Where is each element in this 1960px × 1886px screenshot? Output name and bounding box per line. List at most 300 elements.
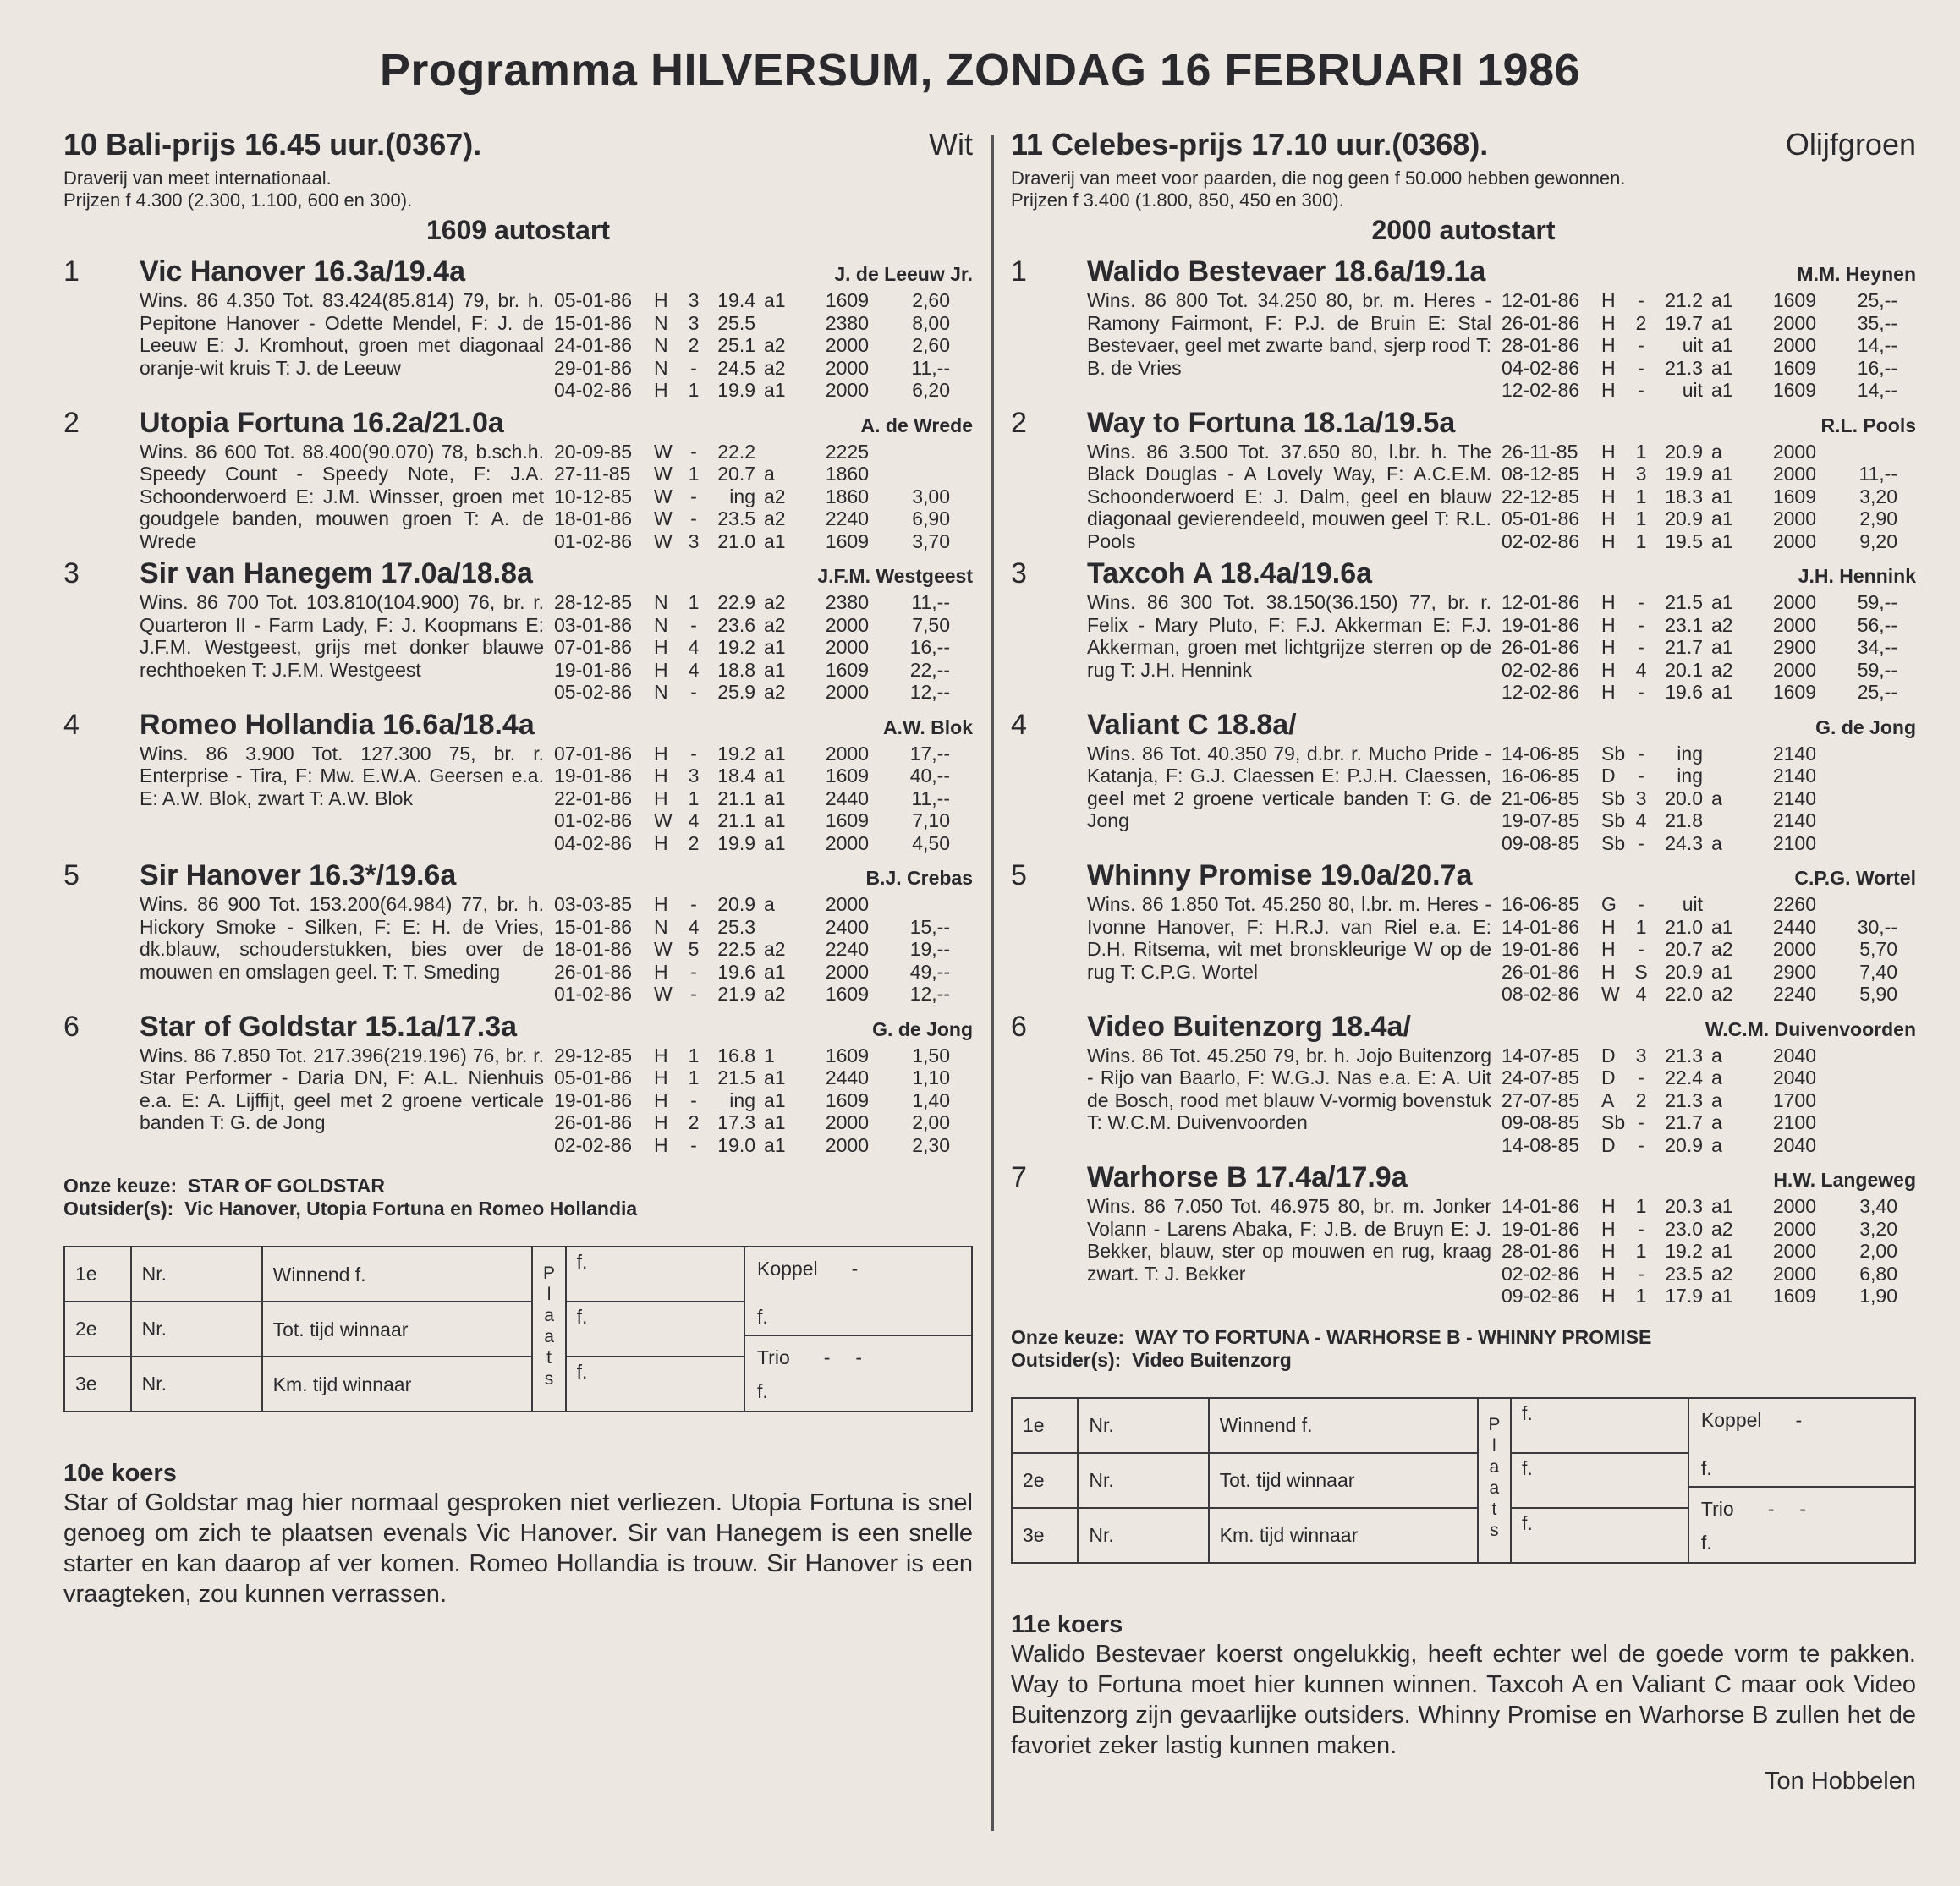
result-cell: 21.7 xyxy=(1665,636,1703,658)
result-cell: 24-01-86 xyxy=(554,334,633,356)
result-row xyxy=(554,441,950,463)
result-cell: 2 xyxy=(1635,311,1647,334)
result-cell: H xyxy=(654,960,668,983)
result-cell: 6,20 xyxy=(912,379,950,401)
our-choice xyxy=(63,1175,973,1220)
plaats-field[interactable]: f. xyxy=(1511,1508,1688,1563)
outsider-value: Video Buitenzorg xyxy=(1132,1348,1292,1371)
result-cell xyxy=(1816,1089,1897,1112)
column-divider xyxy=(991,135,994,1831)
result-cell: 3,20 xyxy=(1859,485,1897,507)
result-cell: 21.3 xyxy=(1665,1044,1703,1066)
result-cell: 12-02-86 xyxy=(1502,379,1580,401)
result-cell: 34,-- xyxy=(1857,636,1897,658)
result-cell xyxy=(1816,1111,1897,1134)
result-cell: 20-09-85 xyxy=(554,440,633,463)
horse-driver: J. de Leeuw Jr. xyxy=(834,263,973,285)
result-row xyxy=(1502,938,1897,961)
result-row xyxy=(1502,530,1897,553)
result-row xyxy=(554,961,950,984)
result-cell: 4 xyxy=(1635,809,1647,831)
result-cell: 19.0 xyxy=(717,1133,755,1156)
horse-results xyxy=(554,1044,950,1157)
result-cell: D xyxy=(1601,765,1616,787)
horse-entry xyxy=(1011,407,1916,553)
horse-entry xyxy=(1011,1011,1916,1157)
result-cell: a1 xyxy=(1711,485,1733,507)
result-row xyxy=(554,614,950,637)
result-cell: 2000 xyxy=(825,742,869,765)
result-cell: 26-01-86 xyxy=(1502,636,1580,658)
dash: - xyxy=(1799,1497,1807,1520)
trio-field[interactable] xyxy=(1689,1488,1914,1528)
result-cell: 22.9 xyxy=(717,591,755,613)
horse-name: Romeo Hollandia 16.6a/18.4a xyxy=(140,708,535,741)
bet-box xyxy=(1688,1398,1915,1563)
result-cell xyxy=(1816,441,1897,463)
number-field[interactable]: Nr. xyxy=(1078,1453,1208,1508)
result-cell: a2 xyxy=(1711,1262,1733,1285)
result-cell: 1 xyxy=(688,591,700,613)
horse-name: Star of Goldstar 15.1a/17.3a xyxy=(140,1010,517,1043)
result-cell: ing xyxy=(1677,742,1703,765)
result-cell: - xyxy=(1638,356,1644,379)
horse-entry xyxy=(1011,709,1916,855)
number-field[interactable]: Nr. xyxy=(131,1302,262,1357)
trio-field[interactable] xyxy=(745,1336,971,1377)
horse-name: Warhorse B 17.4a/17.9a xyxy=(1087,1161,1408,1193)
result-cell: 22-01-86 xyxy=(554,787,633,809)
result-cell: - xyxy=(1638,742,1644,765)
result-row xyxy=(554,916,950,939)
result-cell: W xyxy=(1601,983,1620,1005)
race-prizes: Prijzen f 4.300 (2.300, 1.100, 600 en 300). xyxy=(63,189,413,211)
result-cell: a1 xyxy=(1711,960,1733,983)
horse-number: 4 xyxy=(63,708,80,741)
number-field[interactable]: Nr. xyxy=(1078,1398,1208,1453)
result-cell: W xyxy=(654,440,673,463)
race-color: Olijfgroen xyxy=(1785,127,1916,162)
result-cell: 2100 xyxy=(1772,1111,1816,1133)
result-cell: - xyxy=(1638,613,1644,636)
horse-entry xyxy=(63,859,973,1006)
result-cell: a1 xyxy=(1711,1240,1733,1262)
result-row xyxy=(1502,614,1897,637)
result-cell: 1 xyxy=(1635,507,1647,529)
result-cell: 05-01-86 xyxy=(554,289,633,311)
result-cell: a1 xyxy=(764,289,786,311)
result-cell: 2000 xyxy=(1772,591,1816,613)
horse-number: 2 xyxy=(63,406,80,439)
result-cell: 19.6 xyxy=(1665,681,1703,703)
result-cell: 5,90 xyxy=(1859,983,1897,1005)
result-cell: - xyxy=(1638,334,1644,356)
result-cell: 3 xyxy=(1635,463,1647,485)
result-cell xyxy=(869,441,950,463)
result-cell: - xyxy=(690,613,697,636)
result-row xyxy=(554,1066,950,1089)
result-cell: 23.1 xyxy=(1665,613,1703,636)
result-row xyxy=(1502,983,1897,1006)
result-cell: 2380 xyxy=(825,591,869,613)
dash: - xyxy=(851,1258,859,1280)
race-10-column xyxy=(63,127,973,1609)
result-cell: W xyxy=(654,507,673,529)
result-cell: Sb xyxy=(1601,1111,1626,1133)
result-cell: 5,70 xyxy=(1859,938,1897,960)
result-cell xyxy=(869,893,950,916)
horse-description: Wins. 86 Tot. 45.250 79, br. h. Jojo Buitenzorg - Rijo van Baarlo, F: W.G.J. Nas e.a. E: A. Uit de Bosch, rood met blauw V-vormig bovenstuk T: W.C.M. Duivenvoorden xyxy=(1087,1044,1491,1133)
result-cell: 21.1 xyxy=(717,787,755,809)
koppel-field[interactable] xyxy=(1689,1399,1914,1454)
horse-name: Sir van Hanegem 17.0a/18.8a xyxy=(140,557,533,589)
result-row xyxy=(554,463,950,485)
plaats-label xyxy=(532,1247,565,1412)
result-cell: 25.3 xyxy=(717,915,755,938)
result-cell: 2900 xyxy=(1772,960,1816,983)
result-cell: a1 xyxy=(764,831,786,854)
choice-label: Onze keuze: xyxy=(63,1175,178,1197)
result-cell: 1609 xyxy=(1772,289,1816,311)
result-cell: 27-11-85 xyxy=(554,463,631,485)
result-cell: 26-01-86 xyxy=(1502,960,1580,983)
result-cell: 16,-- xyxy=(909,636,950,658)
result-cell: 20.9 xyxy=(717,893,755,915)
result-cell: 2440 xyxy=(1772,915,1816,938)
horse-driver: M.M. Heynen xyxy=(1797,263,1916,285)
time-field[interactable]: Winnend f. xyxy=(1209,1398,1478,1453)
result-cell: - xyxy=(690,983,697,1005)
place-label: 1e xyxy=(1012,1398,1078,1453)
result-cell: a xyxy=(1711,1066,1722,1088)
result-cell: H xyxy=(1601,463,1616,485)
result-row xyxy=(1502,1089,1897,1112)
result-cell: 5 xyxy=(688,938,700,960)
result-cell: a2 xyxy=(1711,658,1733,681)
trio-label: Trio xyxy=(756,1346,790,1368)
result-cell: - xyxy=(1638,591,1644,613)
result-cell: 18-01-86 xyxy=(554,938,633,960)
result-cell: 3 xyxy=(1635,1044,1647,1066)
result-cell: a1 xyxy=(764,636,786,658)
time-field[interactable]: Tot. tijd winnaar xyxy=(262,1302,533,1357)
result-cell: 1,50 xyxy=(912,1044,950,1066)
result-cell: 1609 xyxy=(825,809,869,831)
result-cell: 2000 xyxy=(1772,311,1816,334)
result-cell: - xyxy=(690,681,697,703)
result-cell xyxy=(1816,765,1897,787)
result-cell: 24.3 xyxy=(1665,831,1703,854)
result-cell: 24.5 xyxy=(717,356,755,379)
result-cell: ing xyxy=(1677,765,1703,787)
result-row xyxy=(554,312,950,335)
koppel-label: Koppel xyxy=(1700,1408,1762,1431)
result-row xyxy=(1502,1240,1897,1263)
result-cell: - xyxy=(1638,289,1644,311)
result-cell: 6,90 xyxy=(912,507,950,529)
horse-name: Taxcoh A 18.4a/19.6a xyxy=(1087,557,1373,589)
result-cell: 2 xyxy=(688,1111,700,1133)
result-cell: H xyxy=(654,289,668,311)
horse-driver: A. de Wrede xyxy=(860,414,973,436)
result-row xyxy=(1502,1134,1897,1157)
number-field[interactable]: Nr. xyxy=(1078,1508,1208,1563)
result-cell: 21.5 xyxy=(717,1066,755,1088)
result-cell: 2000 xyxy=(825,356,869,379)
result-cell xyxy=(869,463,950,485)
result-cell: 19.6 xyxy=(717,960,755,983)
result-cell: a1 xyxy=(764,1088,786,1111)
result-cell: 2140 xyxy=(1772,787,1816,809)
result-form xyxy=(63,1246,973,1412)
result-cell: 02-02-86 xyxy=(1502,529,1580,552)
result-cell: a xyxy=(764,893,775,915)
result-row xyxy=(1502,916,1897,939)
result-cell: 2440 xyxy=(825,1066,869,1088)
result-cell: - xyxy=(690,440,697,463)
result-row xyxy=(1502,787,1897,810)
result-cell: H xyxy=(654,742,668,765)
result-row xyxy=(1502,809,1897,832)
result-row xyxy=(554,938,950,961)
result-cell: 2000 xyxy=(825,1111,869,1133)
horse-results xyxy=(1502,743,1897,855)
result-cell: 21.7 xyxy=(1665,1111,1703,1133)
result-cell: 40,-- xyxy=(909,765,950,787)
time-field[interactable]: Tot. tijd winnaar xyxy=(1209,1453,1478,1508)
horse-number: 2 xyxy=(1011,406,1027,439)
result-cell: D xyxy=(1601,1044,1616,1066)
result-cell: 2000 xyxy=(825,831,869,854)
result-cell: 1609 xyxy=(1772,1285,1816,1307)
plaats-text: Plaats xyxy=(539,1264,559,1390)
result-cell: 3,20 xyxy=(1859,1217,1897,1240)
result-cell: 22.5 xyxy=(717,938,755,960)
horse-entry xyxy=(63,709,973,855)
our-choice xyxy=(1011,1326,1916,1372)
horse-driver: G. de Jong xyxy=(872,1017,973,1040)
horse-driver: H.W. Langeweg xyxy=(1773,1169,1916,1191)
result-cell: 29-01-86 xyxy=(554,356,633,379)
horse-number: 6 xyxy=(1011,1010,1027,1043)
result-cell: 2 xyxy=(688,831,700,854)
result-cell: a1 xyxy=(764,658,786,681)
horse-description: Wins. 86 1.850 Tot. 45.250 80, l.br. m. Heres - Ivonne Hanover, F: H.R.J. van Riel e.a. E: D.H. Ritsema, wit met bronskleurige W op de rug T: C.P.G. Wortel xyxy=(1087,893,1491,983)
result-row xyxy=(1502,1195,1897,1218)
plaats-field[interactable]: f. xyxy=(1511,1453,1688,1508)
result-cell: a xyxy=(1711,1133,1722,1156)
horse-results xyxy=(1502,591,1897,704)
result-cell: 14-08-85 xyxy=(1502,1133,1580,1156)
koppel-field[interactable] xyxy=(745,1247,971,1302)
result-row xyxy=(554,765,950,787)
result-cell: 14-01-86 xyxy=(1502,1195,1580,1217)
result-cell: a1 xyxy=(764,1133,786,1156)
plaats-field[interactable]: f. xyxy=(1511,1398,1688,1453)
result-cell: 03-03-85 xyxy=(554,893,633,915)
result-cell: 23.5 xyxy=(1665,1262,1703,1285)
number-field[interactable]: Nr. xyxy=(131,1247,262,1302)
result-cell: H xyxy=(1601,529,1616,552)
result-cell: a1 xyxy=(1711,915,1733,938)
result-cell: 2260 xyxy=(1772,893,1816,915)
result-cell: 08-12-85 xyxy=(1502,463,1580,485)
result-row xyxy=(1502,636,1897,659)
horse-number: 3 xyxy=(1011,557,1027,589)
result-cell: 19.9 xyxy=(717,831,755,854)
result-cell: a2 xyxy=(764,507,786,529)
result-cell: a1 xyxy=(1711,636,1733,658)
time-field[interactable]: Km. tijd winnaar xyxy=(1209,1508,1478,1563)
result-cell: 59,-- xyxy=(1857,591,1897,613)
horse-description: Wins. 86 7.050 Tot. 46.975 80, br. m. Jonker Volann - Larens Abaka, F: J.B. de Bruyn E: J. Bekker, blauw, ster op mouwen en rug, kraag zwart. T: J. Bekker xyxy=(1087,1195,1491,1285)
commentary-title: 10e koers xyxy=(63,1460,177,1487)
result-cell: 26-01-86 xyxy=(554,960,633,983)
result-cell: 2000 xyxy=(825,893,869,915)
result-cell: 17,-- xyxy=(909,742,950,765)
result-row xyxy=(554,681,950,704)
result-cell: 12-01-86 xyxy=(1502,289,1580,311)
outsider-label: Outsider(s): xyxy=(63,1198,174,1220)
result-cell xyxy=(1703,893,1743,916)
result-cell: - xyxy=(1638,1066,1644,1088)
result-cell: 15-01-86 xyxy=(554,311,633,334)
result-cell: - xyxy=(1638,1133,1644,1156)
result-cell: 01-02-86 xyxy=(554,529,633,552)
result-cell: 2,00 xyxy=(1859,1240,1897,1262)
result-cell: 1 xyxy=(1635,529,1647,552)
result-cell: 7,50 xyxy=(912,613,950,636)
result-cell: 25.1 xyxy=(717,334,755,356)
horse-results xyxy=(1502,1195,1897,1308)
result-cell: a1 xyxy=(764,960,786,983)
result-cell: 09-02-86 xyxy=(1502,1285,1580,1307)
horse-name: Vic Hanover 16.3a/19.4a xyxy=(140,255,465,288)
result-row xyxy=(1502,463,1897,485)
number-field[interactable]: Nr. xyxy=(131,1357,262,1412)
horse-name: Sir Hanover 16.3*/19.6a xyxy=(140,859,457,891)
result-cell: H xyxy=(1601,289,1616,311)
result-cell: H xyxy=(1601,938,1616,960)
result-cell: 23.5 xyxy=(717,507,755,529)
commentary-text: Star of Goldstar mag hier normaal gesproken niet verliezen. Utopia Fortuna is snel genoeg om zich te plaatsen evenals Vic Hanover. Sir van Hanegem is een snelle starter en kan daarop af ver komen. Romeo Hollandia is trouw. Sir Hanover is een vraagteken, zou kunnen verrassen. xyxy=(63,1489,973,1608)
horse-name: Whinny Promise 19.0a/20.7a xyxy=(1087,859,1473,891)
result-cell: D xyxy=(1601,1133,1616,1156)
horse-number: 5 xyxy=(1011,859,1027,891)
result-cell: 56,-- xyxy=(1857,613,1897,636)
result-cell: W xyxy=(654,463,673,485)
horse-description: Wins. 86 3.500 Tot. 37.650 80, l.br. h. The Black Douglas - A Lovely Way, F: A.C.E.M. Schoonderwoerd E: J. Dalm, geel en blauw diagonaal gevierendeeld, mouwen geel T: R.L. Pools xyxy=(1087,440,1491,552)
result-cell: 19.2 xyxy=(717,636,755,658)
result-cell: a2 xyxy=(764,681,786,703)
plaats-field[interactable]: f. xyxy=(566,1247,744,1302)
result-cell: 18.4 xyxy=(717,765,755,787)
result-cell: Sb xyxy=(1601,809,1626,831)
result-cell: 19.9 xyxy=(717,379,755,401)
result-cell: 20.0 xyxy=(1665,787,1703,809)
result-cell: 19.2 xyxy=(1665,1240,1703,1262)
result-cell: 2000 xyxy=(1772,507,1816,529)
result-cell: 3 xyxy=(688,311,700,334)
result-cell: 21.9 xyxy=(717,983,755,1005)
result-cell: H xyxy=(654,1088,668,1111)
result-cell: H xyxy=(654,379,668,401)
result-cell: 1 xyxy=(688,787,700,809)
result-row xyxy=(554,530,950,553)
result-row xyxy=(1502,334,1897,357)
result-cell: H xyxy=(1601,311,1616,334)
time-field[interactable]: Winnend f. xyxy=(262,1247,533,1302)
result-cell: 1609 xyxy=(825,658,869,681)
result-cell: - xyxy=(1638,765,1644,787)
horse-number: 1 xyxy=(63,255,80,288)
place-label: 2e xyxy=(64,1302,131,1357)
result-row xyxy=(1502,765,1897,787)
result-cell: 17.3 xyxy=(717,1111,755,1133)
result-cell: 04-02-86 xyxy=(554,379,633,401)
result-row xyxy=(554,1134,950,1157)
result-cell: 02-02-86 xyxy=(1502,658,1580,681)
result-cell: H xyxy=(1601,591,1616,613)
result-cell: W xyxy=(654,938,673,960)
commentary-title: 11e koers xyxy=(1011,1610,1123,1638)
result-cell: 02-02-86 xyxy=(1502,1262,1580,1285)
horse-description: Wins. 86 7.850 Tot. 217.396(219.196) 76, br. r. Star Performer - Daria DN, F: A.L. Nienhuis e.a. E: A. Lijffijt, geel met 2 groene verticale banden T: G. de Jong xyxy=(140,1044,544,1133)
result-cell: - xyxy=(690,1133,697,1156)
time-field[interactable]: Km. tijd winnaar xyxy=(262,1357,533,1412)
result-cell: 1 xyxy=(1635,1285,1647,1307)
result-cell: 4 xyxy=(1635,658,1647,681)
result-cell: 20.9 xyxy=(1665,960,1703,983)
result-row xyxy=(554,289,950,312)
horse-entry xyxy=(1011,557,1916,704)
result-cell: 2,90 xyxy=(1859,507,1897,529)
result-cell: a2 xyxy=(764,334,786,356)
horse-results xyxy=(554,289,950,402)
result-cell: 2240 xyxy=(825,938,869,960)
result-cell: 01-02-86 xyxy=(554,809,633,831)
result-row xyxy=(1502,312,1897,335)
result-cell: a2 xyxy=(1711,613,1733,636)
result-cell: 1 xyxy=(688,463,700,485)
result-cell: H xyxy=(654,658,668,681)
result-row xyxy=(1502,1111,1897,1134)
result-cell: 3 xyxy=(688,289,700,311)
result-cell xyxy=(1816,1044,1897,1067)
result-cell: 19.9 xyxy=(1665,463,1703,485)
result-cell: H xyxy=(654,1111,668,1133)
horse-results xyxy=(1502,1044,1897,1157)
result-row xyxy=(1502,659,1897,682)
result-cell: 2000 xyxy=(1772,334,1816,356)
result-cell: 2000 xyxy=(1772,938,1816,960)
result-cell: 1 xyxy=(688,1044,700,1066)
result-cell: a2 xyxy=(764,356,786,379)
race-name: 11 Celebes-prijs 17.10 uur.(0368). xyxy=(1011,127,1489,162)
dash: - xyxy=(1795,1408,1803,1431)
result-cell: H xyxy=(1601,1195,1616,1217)
result-cell: 3,70 xyxy=(912,529,950,552)
race-name: 10 Bali-prijs 16.45 uur.(0367). xyxy=(63,127,482,162)
result-cell xyxy=(1816,787,1897,810)
result-cell: 25,-- xyxy=(1857,681,1897,703)
result-cell: 4 xyxy=(688,658,700,681)
plaats-field[interactable]: f. xyxy=(566,1357,744,1412)
plaats-field[interactable]: f. xyxy=(566,1302,744,1357)
result-row xyxy=(554,743,950,765)
result-cell: H xyxy=(1601,1217,1616,1240)
result-cell: 22.4 xyxy=(1665,1066,1703,1088)
